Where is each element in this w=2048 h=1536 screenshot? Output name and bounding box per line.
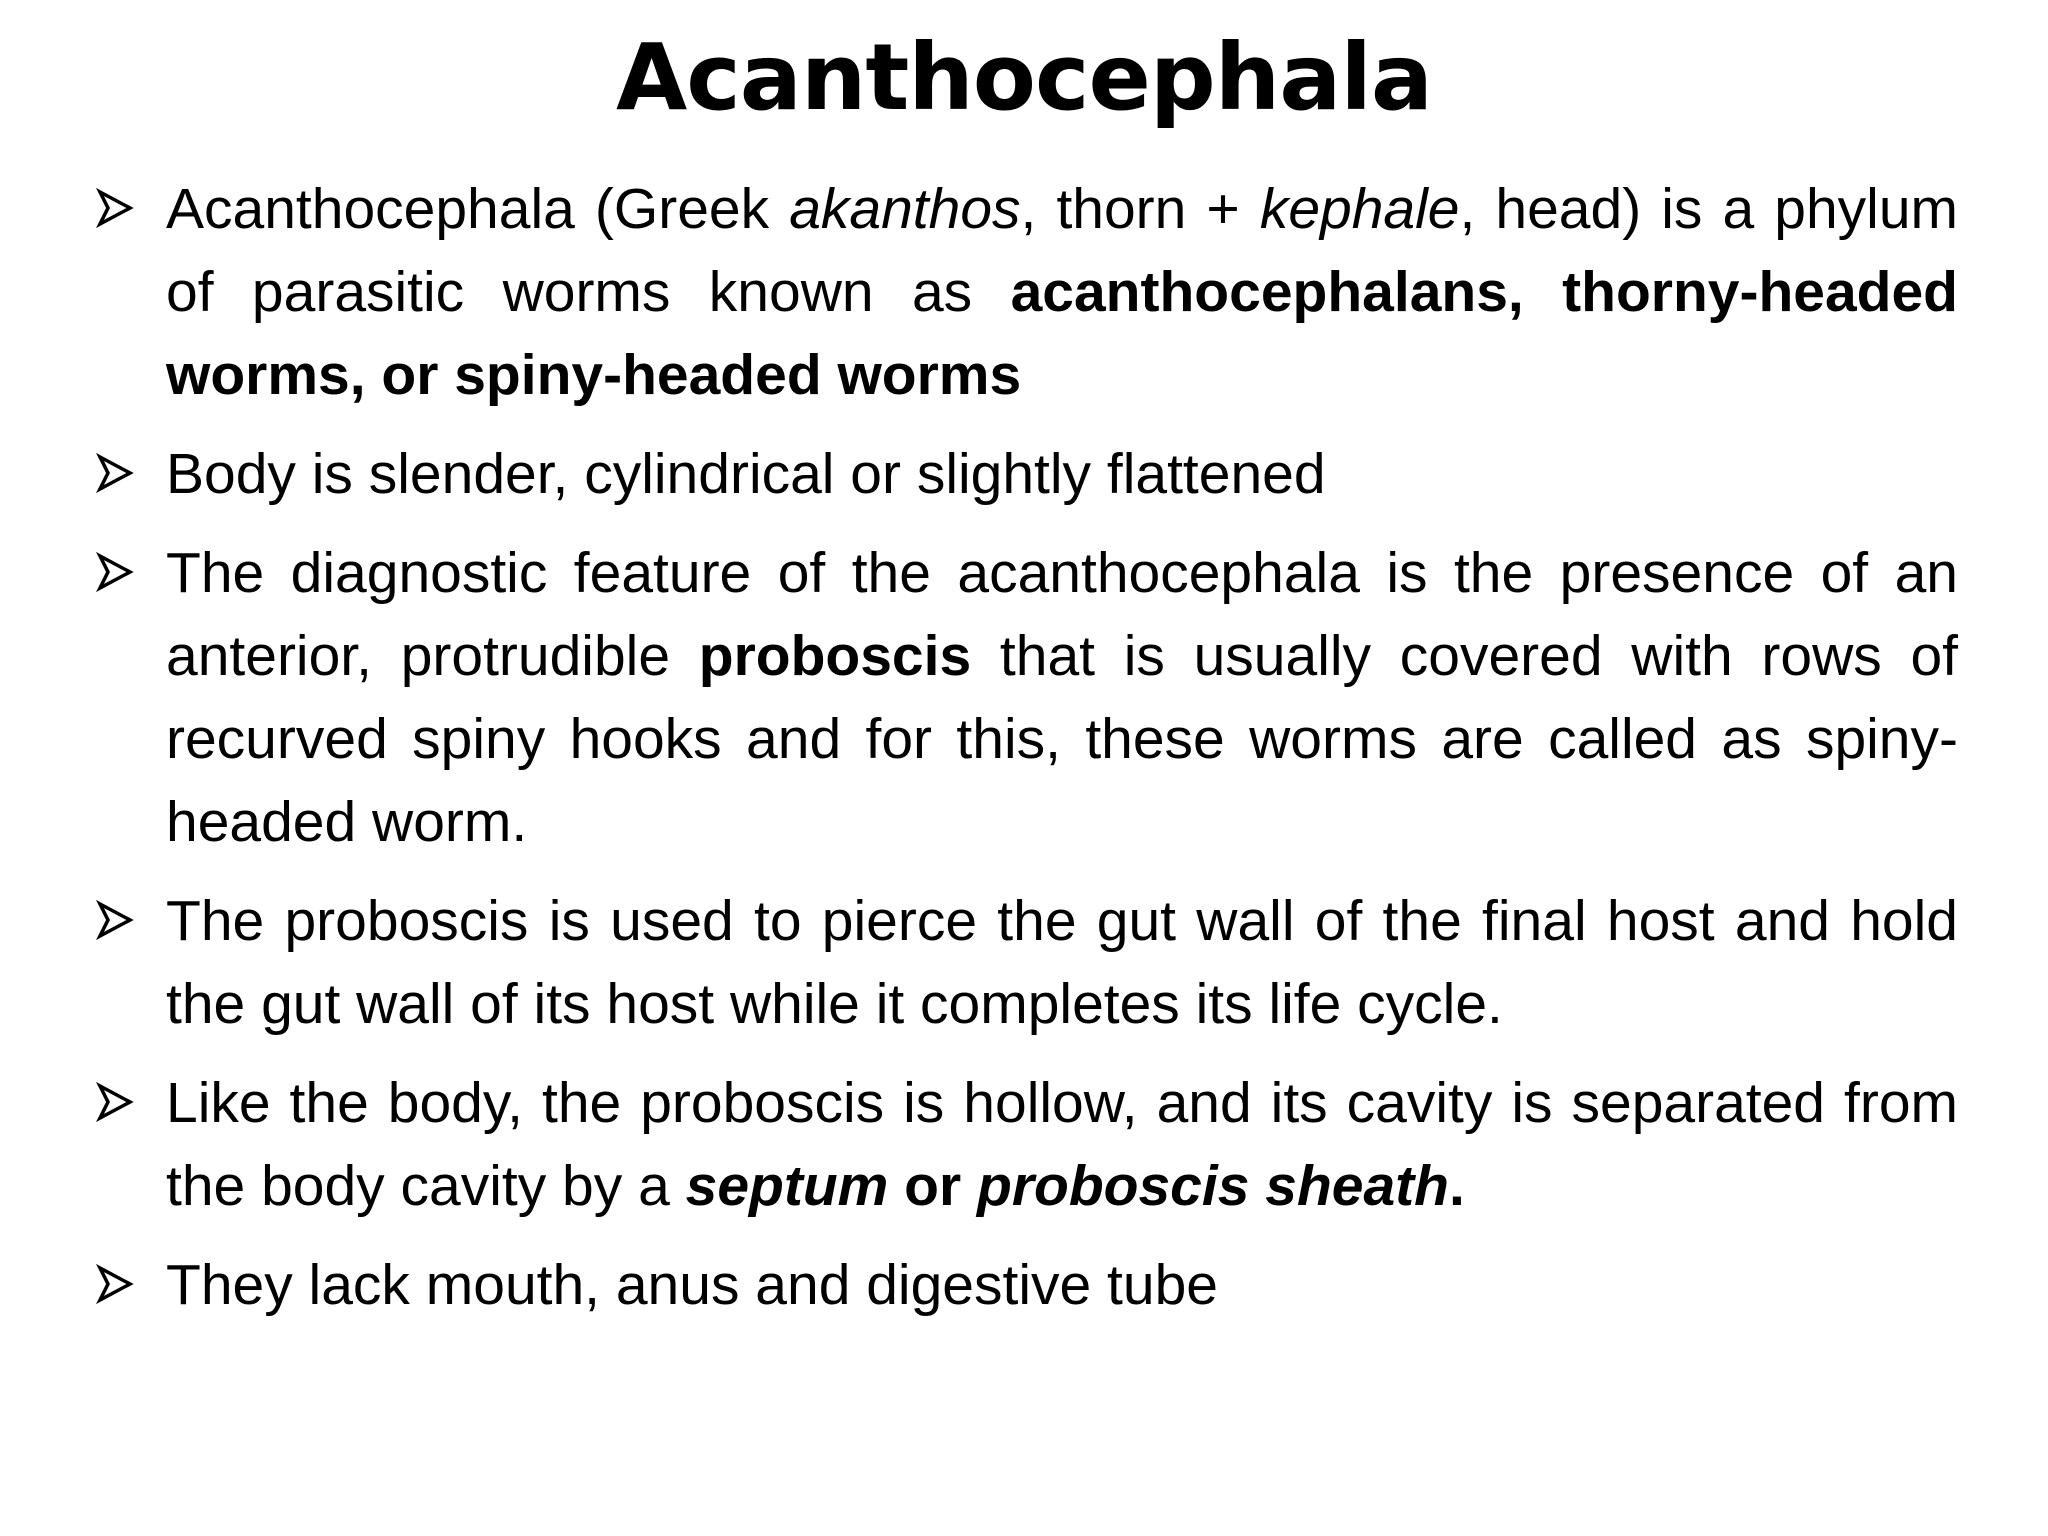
text-segment: The diagnostic feature of the acanthocephala is the presence of an anterior, protrudible [166, 541, 1958, 688]
bullet-text [166, 889, 1958, 1036]
bullet-text [166, 442, 1326, 506]
text-segment: Acanthocephala (Greek [166, 177, 790, 241]
arrowhead-bullet-icon [94, 552, 134, 592]
text-segment: They lack mouth, anus and digestive tube [166, 1253, 1218, 1317]
text-segment: that is usually covered with rows of recurved spiny hooks and for this, these worms are called as spiny-headed worm. [166, 624, 1958, 854]
text-segment-bold-italic: proboscis sheath [977, 1154, 1449, 1218]
text-segment-italic: akanthos [789, 177, 1021, 241]
bullet-item [94, 1244, 1958, 1327]
bullet-item [94, 433, 1958, 516]
bullet-text [166, 541, 1958, 854]
slide-title: Acanthocephala [616, 24, 1432, 131]
arrowhead-bullet-icon [94, 1264, 134, 1304]
bullet-item [94, 880, 1958, 1046]
arrowhead-bullet-icon [94, 1082, 134, 1122]
bullet-text [166, 177, 1958, 407]
arrowhead-bullet-icon [94, 188, 134, 228]
bullet-item [94, 1062, 1958, 1228]
text-segment-bold-italic: septum [685, 1154, 889, 1218]
bullet-text [166, 1071, 1958, 1218]
arrowhead-bullet-icon [94, 900, 134, 940]
text-segment: , thorn + [1020, 177, 1260, 241]
text-segment: Like the body, the proboscis is hollow, and its cavity is separated from the body cavity by a [166, 1071, 1958, 1218]
text-segment-bold: or [888, 1154, 978, 1218]
bullet-item [94, 168, 1958, 417]
bullet-list [94, 168, 1958, 1343]
text-segment: The proboscis is used to pierce the gut wall of the final host and hold the gut wall of its host while it completes its life cycle. [166, 889, 1958, 1036]
arrowhead-bullet-icon [94, 453, 134, 493]
bullet-text [166, 1253, 1218, 1317]
text-segment: , head) is a phylum of parasitic worms known as [166, 177, 1959, 324]
text-segment-bold: . [1448, 1154, 1465, 1218]
text-segment: Body is slender, cylindrical or slightly flattened [166, 442, 1326, 506]
text-segment-bold: acanthocephalans, thorny-headed worms, or spiny-headed worms [166, 260, 1958, 407]
bullet-item [94, 532, 1958, 864]
text-segment-bold: proboscis [698, 624, 972, 688]
text-segment-italic: kephale [1259, 177, 1460, 241]
